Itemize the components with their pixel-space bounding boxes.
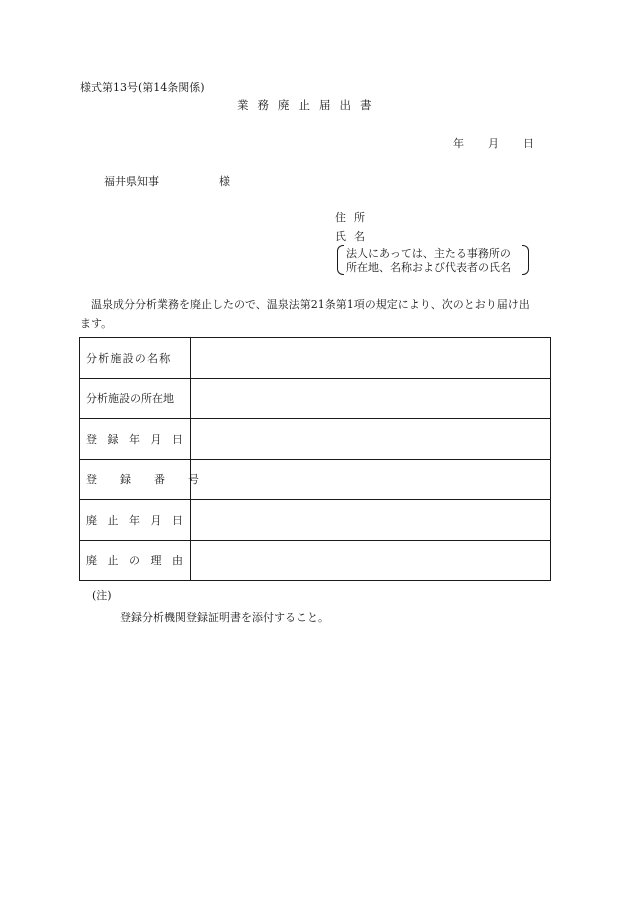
form-table [79,337,551,581]
date-year-label: 年 [453,137,464,150]
table-row [80,419,551,460]
table-row [80,459,551,500]
left-bracket [337,245,344,275]
field-facility-name[interactable] [191,338,551,379]
row-label-facility-address: 分析施設の所在地 [80,378,191,419]
table-row [80,378,551,419]
note-text: 登録分析機関登録証明書を添付すること。 [120,611,329,624]
right-bracket [522,245,529,275]
addressee-name: 福井県知事 [104,175,159,188]
body-text-line1: 温泉成分分析業務を廃止したので、温泉法第21条第1項の規定により、次のとおり届け出 [91,298,530,311]
addressee-suffix: 様 [219,175,230,188]
table-row [80,540,551,581]
field-facility-address[interactable] [191,378,551,419]
corporate-note-line2: 所在地、名称および代表者の氏名 [346,261,511,274]
corporate-note-line1: 法人にあっては、主たる事務所の [346,247,511,260]
note-heading: (注) [92,589,112,602]
field-abolition-date[interactable] [191,500,551,541]
name-label: 氏名 [335,230,373,243]
row-label-abolition-date: 廃止年月日 [80,500,191,541]
body-text-line2: ます。 [80,317,113,330]
field-abolition-reason[interactable] [191,540,551,581]
document-title: 業務廃止届出書 [237,98,381,112]
date-month-label: 月 [488,137,499,150]
row-label-abolition-reason: 廃止の理由 [80,540,191,581]
date-day-label: 日 [523,137,534,150]
table-row [80,338,551,379]
row-label-facility-name: 分析施設の名称 [80,338,191,379]
address-label: 住所 [335,211,373,224]
row-label-registration-date: 登録年月日 [80,419,191,460]
row-label-registration-number: 登録番号 [80,459,191,500]
field-registration-date[interactable] [191,419,551,460]
field-registration-number[interactable] [191,459,551,500]
corporate-note-bracket [337,245,529,275]
table-row [80,500,551,541]
form-number: 様式第13号(第14条関係) [80,81,205,94]
